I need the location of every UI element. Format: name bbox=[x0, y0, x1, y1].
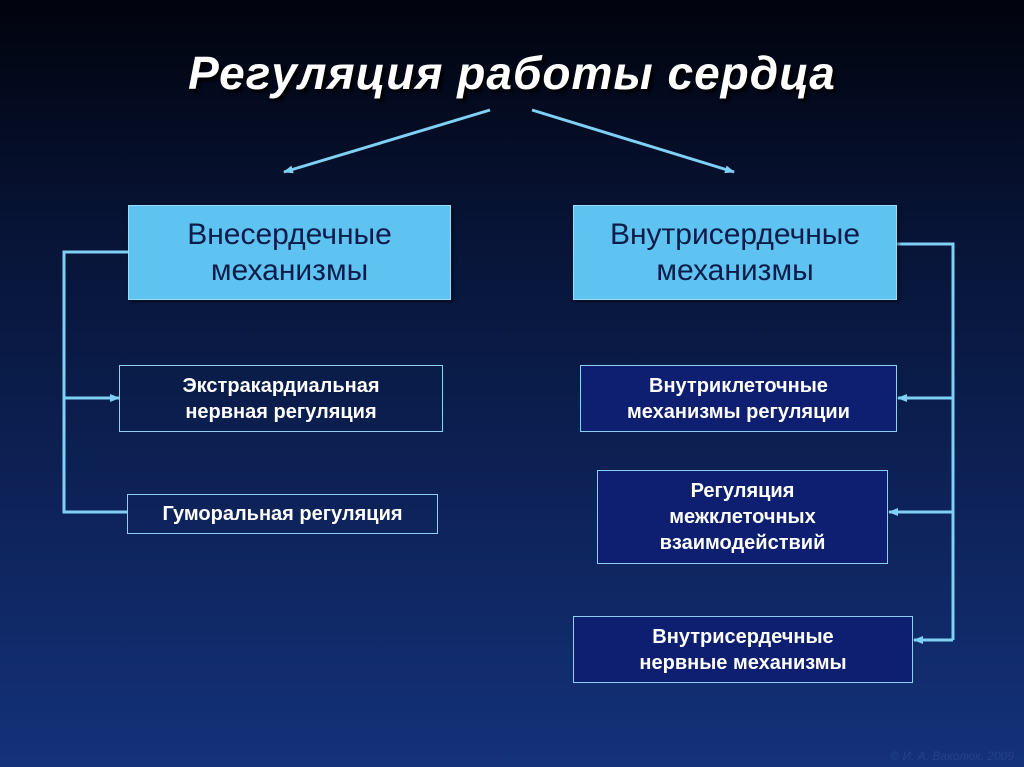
arrow-to-right-branch bbox=[532, 110, 734, 172]
extracardiac-neural-regulation-box bbox=[119, 365, 443, 432]
intercellular-line-3: взаимодействий bbox=[659, 532, 826, 554]
intracardiac-line-2: механизмы bbox=[656, 253, 814, 287]
extracardiac-line-1: Внесердечные bbox=[187, 217, 392, 251]
intracardiac-neural-line-1: Внутрисердечные bbox=[652, 625, 834, 648]
intercellular-line-1: Регуляция bbox=[690, 480, 795, 502]
intracellular-line-2: механизмы регуляции bbox=[627, 400, 850, 423]
intracellular-mechanisms-box bbox=[580, 365, 897, 432]
intracardiac-line-1: Внутрисердечные bbox=[609, 217, 861, 251]
right-bracket-line bbox=[897, 244, 953, 640]
intracardiac-neural-line-2: нервные механизмы bbox=[639, 651, 847, 674]
extracardiac-line-2: механизмы bbox=[210, 253, 369, 287]
slide-title: Регуляция работы сердца bbox=[188, 47, 836, 99]
extracardiac-neural-line-1: Экстракардиальная bbox=[182, 374, 380, 397]
intracellular-line-1: Внутриклеточные bbox=[649, 374, 828, 397]
arrow-to-left-branch bbox=[284, 110, 490, 172]
intracardiac-mechanisms-box bbox=[573, 205, 897, 300]
extracardiac-neural-line-2: нервная регуляция bbox=[185, 400, 377, 423]
intercellular-interaction-regulation-box bbox=[597, 470, 888, 564]
intercellular-line-2: межклеточных bbox=[669, 506, 816, 528]
extracardiac-mechanisms-box bbox=[128, 205, 451, 300]
intracardiac-neural-mechanisms-box bbox=[573, 616, 913, 683]
copyright-watermark: © И. А. Ваколюк, 2009 bbox=[890, 749, 1014, 763]
humoral-regulation-box bbox=[127, 494, 438, 534]
humoral-regulation-label: Гуморальная регуляция bbox=[162, 503, 403, 525]
